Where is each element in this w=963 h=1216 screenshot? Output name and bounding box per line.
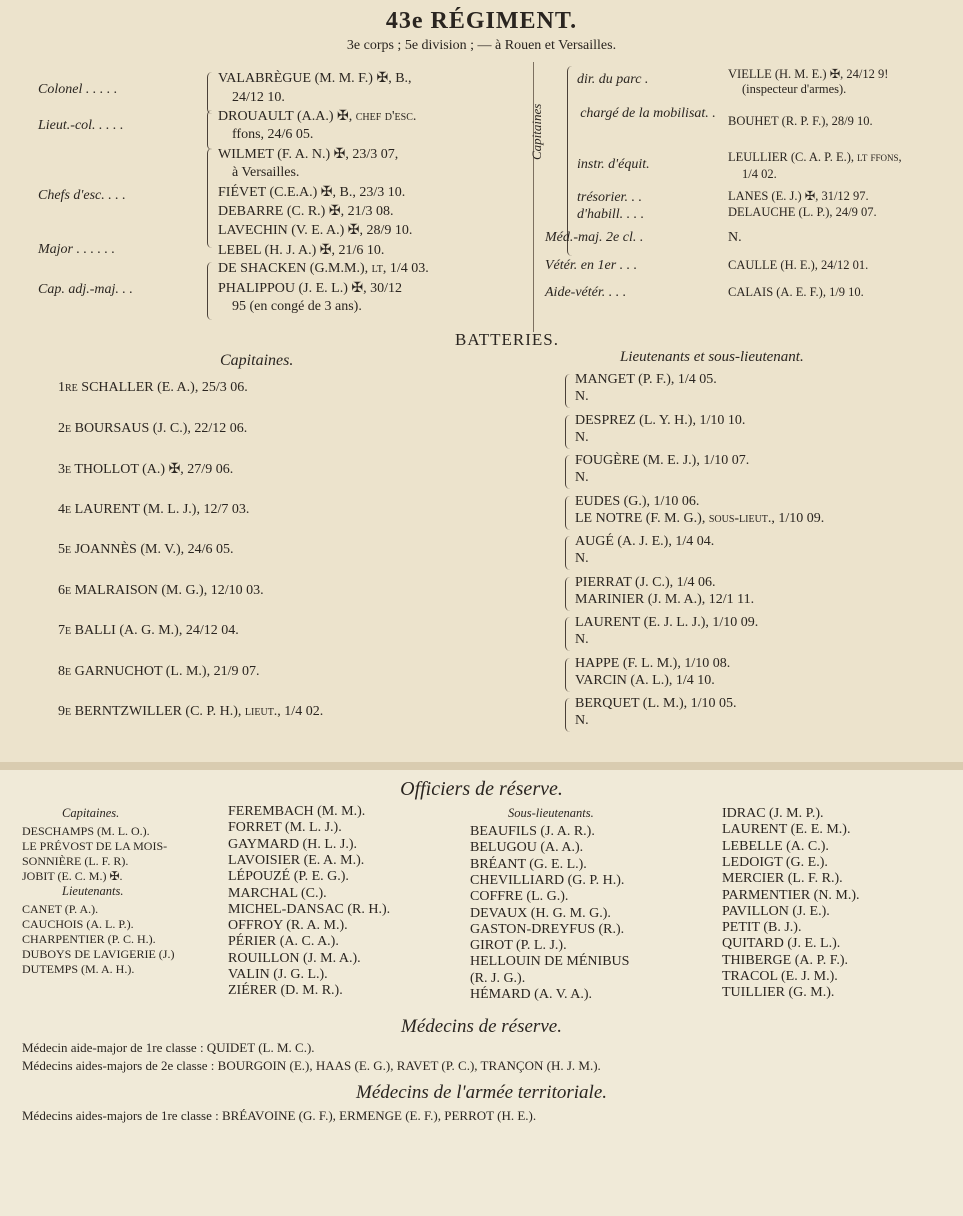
reserve-name: PETIT (B. J.). xyxy=(722,920,802,936)
staff-line: ffons, 24/6 05. xyxy=(232,127,314,142)
battery-lieutenant: N. xyxy=(575,632,589,647)
brace xyxy=(565,617,570,651)
battery-captain: 9e BERNTZWILLER (C. P. H.), lieut., 1/4 02. xyxy=(58,704,324,719)
reserve-name: IDRAC (J. M. P.). xyxy=(722,806,824,821)
battery-lieutenant: VARCIN (A. L.), 1/4 10. xyxy=(575,672,715,688)
reserve-name: CHARPENTIER (P. C. H.). xyxy=(22,932,156,946)
reserve-capitaines-title: Capitaines. xyxy=(62,806,120,820)
staff-line: CALAIS (A. E. F.), 1/9 10. xyxy=(728,285,864,299)
staff-line: BOUHET (R. P. F.), 28/9 10. xyxy=(728,114,873,128)
reserve-name: CHEVILLIARD (G. P. H.). xyxy=(470,872,625,888)
reserve-name: GASTON-DREYFUS (R.). xyxy=(470,921,625,937)
batteries-col-lieutenants: Lieutenants et sous-lieutenant. xyxy=(620,349,804,365)
reserve-name: CAUCHOIS (A. L. P.). xyxy=(22,917,134,931)
reserve-name: LÉPOUZÉ (P. E. G.). xyxy=(228,869,349,885)
reserve-name: PARMENTIER (N. M.). xyxy=(722,887,860,903)
reserve-name: BEAUFILS (J. A. R.). xyxy=(470,824,595,839)
reserve-name: SONNIÈRE (L. F. R). xyxy=(22,854,129,868)
battery-lieutenant: MARINIER (J. M. A.), 12/1 11. xyxy=(575,591,755,607)
medecins-reserve-heading: Médecins de réserve. xyxy=(401,1016,562,1037)
staff-role: dir. du parc . xyxy=(577,72,649,87)
battery-lieutenant: N. xyxy=(575,470,589,485)
reserve-name: DUTEMPS (M. A. H.). xyxy=(22,962,135,976)
reserve-name: BRÉANT (G. E. L.). xyxy=(470,856,587,872)
staff-role: instr. d'équit. xyxy=(577,157,650,172)
battery-captain: 1re SCHALLER (E. A.), 25/3 06. xyxy=(58,380,248,395)
medecins-reserve-line-1: Médecin aide-major de 1re classe : QUIDET (L. M. C.). xyxy=(22,1040,315,1055)
reserve-name: MERCIER (L. F. R.). xyxy=(722,871,843,887)
battery-lieutenant: FOUGÈRE (M. E. J.), 1/10 07. xyxy=(575,453,750,468)
reserve-name: HELLOUIN DE MÉNIBUS xyxy=(470,954,630,970)
reserve-name: DUBOYS DE LAVIGERIE (J.) xyxy=(22,947,175,961)
battery-captain: 8e GARNUCHOT (L. M.), 21/9 07. xyxy=(58,663,260,679)
reserve-name: GAYMARD (H. L. J.). xyxy=(228,836,357,852)
reserve-name: MICHEL-DANSAC (R. H.). xyxy=(228,901,391,917)
brace xyxy=(565,455,570,489)
brace xyxy=(207,148,212,248)
reserve-lieutenants-title: Lieutenants. xyxy=(62,884,124,898)
staff-line: LANES (E. J.) ✠, 31/12 97. xyxy=(728,189,869,203)
staff-line: PHALIPPOU (J. E. L.) ✠, 30/12 xyxy=(218,281,403,296)
battery-lieutenant: BERQUET (L. M.), 1/10 05. xyxy=(575,696,737,711)
staff-line: (inspecteur d'armes). xyxy=(742,82,847,96)
reserve-name: COFFRE (L. G.). xyxy=(470,889,569,905)
staff-line: CAULLE (H. E.), 24/12 01. xyxy=(728,258,869,272)
battery-lieutenant: N. xyxy=(575,389,589,404)
battery-lieutenant: N. xyxy=(575,551,589,566)
staff-role-chefs: Chefs d'esc. . . . xyxy=(38,188,126,203)
battery-lieutenant: N. xyxy=(575,429,589,445)
brace xyxy=(565,415,570,449)
brace xyxy=(207,72,212,114)
reserve-name: FORRET (M. L. J.). xyxy=(228,820,342,836)
page-divider xyxy=(0,762,963,770)
staff-role-major: Major . . . . . . xyxy=(38,242,115,257)
battery-captain: 7e BALLI (A. G. M.), 24/12 04. xyxy=(58,623,239,638)
column-rule xyxy=(533,62,534,332)
staff-line: DEBARRE (C. R.) ✠, 21/3 08. xyxy=(218,204,394,219)
battery-lieutenant: HAPPE (F. L. M.), 1/10 08. xyxy=(575,655,731,671)
reserve-name: VALIN (J. G. L.). xyxy=(228,967,328,982)
staff-line: LEULLIER (C. A. P. E.), lt ffons, xyxy=(728,150,902,164)
staff-line: LAVECHIN (V. E. A.) ✠, 28/9 10. xyxy=(218,223,413,238)
batteries-col-capitaines: Capitaines. xyxy=(220,352,294,369)
staff-line: FIÉVET (C.E.A.) ✠, B., 23/3 10. xyxy=(218,185,406,200)
reserve-name: LEBELLE (A. C.). xyxy=(722,838,829,854)
battery-captain: 3e THOLLOT (A.) ✠, 27/9 06. xyxy=(58,462,234,477)
battery-lieutenant: N. xyxy=(575,713,589,728)
medecins-territoriale-heading: Médecins de l'armée territoriale. xyxy=(356,1082,607,1103)
battery-lieutenant: MANGET (P. F.), 1/4 05. xyxy=(575,372,717,387)
battery-captain: 6e MALRAISON (M. G.), 12/10 03. xyxy=(58,582,264,598)
staff-role: trésorier. . . xyxy=(577,190,642,205)
reserve-name: DESCHAMPS (M. L. O.). xyxy=(22,824,150,838)
staff-role: chargé de la mobilisat. . xyxy=(580,106,716,121)
reserve-name: GIROT (P. L. J.). xyxy=(470,938,567,954)
reserve-name: HÉMARD (A. V. A.). xyxy=(470,987,592,1002)
battery-lieutenant: LAURENT (E. J. L. J.), 1/10 09. xyxy=(575,615,759,630)
staff-role: Vétér. en 1er . . . xyxy=(545,258,638,273)
staff-line: VALABRÈGUE (M. M. F.) ✠, B., xyxy=(218,71,412,86)
staff-line: 24/12 10. xyxy=(232,90,285,105)
staff-role-colonel: Colonel . . . . . xyxy=(38,82,118,97)
staff-line: 95 (en congé de 3 ans). xyxy=(232,299,362,314)
reserve-name: ROUILLON (J. M. A.). xyxy=(228,950,361,966)
battery-lieutenant: EUDES (G.), 1/10 06. xyxy=(575,493,700,509)
reserve-name: LAURENT (E. E. M.). xyxy=(722,822,851,838)
reserve-name: CANET (P. A.). xyxy=(22,902,99,916)
reserve-name: FEREMBACH (M. M.). xyxy=(228,804,366,819)
reserve-name: QUITARD (J. E. L.). xyxy=(722,936,841,952)
staff-line: LEBEL (H. J. A.) ✠, 21/6 10. xyxy=(218,243,385,258)
reserve-name: MARCHAL (C.). xyxy=(228,885,327,901)
brace xyxy=(567,66,572,256)
reserve-name: JOBIT (E. C. M.) ✠. xyxy=(22,869,123,883)
reserve-name: LE PRÉVOST DE LA MOIS- xyxy=(22,839,168,853)
reserve-name: TUILLIER (G. M.). xyxy=(722,985,835,1001)
reserve-heading: Officiers de réserve. xyxy=(400,778,563,800)
reserve-name: LAVOISIER (E. A. M.). xyxy=(228,852,365,868)
batteries-heading: BATTERIES. xyxy=(455,330,559,349)
reserve-name: OFFROY (R. A. M.). xyxy=(228,918,348,934)
battery-captain: 5e JOANNÈS (M. V.), 24/6 05. xyxy=(58,542,234,557)
capitaines-vertical-label: Capitaines xyxy=(529,103,544,160)
reserve-name: BELUGOU (A. A.). xyxy=(470,840,584,856)
reserve-name: DEVAUX (H. G. M. G.). xyxy=(470,905,611,921)
reserve-sous-lieutenants-title: Sous-lieutenants. xyxy=(508,806,594,820)
reserve-name: THIBERGE (A. P. F.). xyxy=(722,952,849,968)
battery-lieutenant: AUGÉ (A. J. E.), 1/4 04. xyxy=(575,534,715,549)
battery-captain: 2e BOURSAUS (J. C.), 22/12 06. xyxy=(58,420,248,436)
medecins-reserve-line-2: Médecins aides-majors de 2e classe : BOURGOIN (E.), HAAS (E. G.), RAVET (P. C.), TRANÇON (H. J. M.). xyxy=(22,1058,601,1073)
battery-lieutenant: LE NOTRE (F. M. G.), sous-lieut., 1/10 09. xyxy=(575,510,825,526)
reserve-name: TRACOL (E. J. M.). xyxy=(722,969,838,984)
brace xyxy=(565,577,570,611)
brace xyxy=(207,262,212,320)
medecins-territoriale-line-1: Médecins aides-majors de 1re classe : BRÉAVOINE (G. F.), ERMENGE (E. F.), PERROT (H. E.). xyxy=(22,1108,537,1123)
regiment-title: 43e RÉGIMENT. xyxy=(385,8,578,34)
brace xyxy=(207,110,212,150)
reserve-name: ZIÉRER (D. M. R.). xyxy=(228,983,343,999)
staff-line: N. xyxy=(728,230,742,245)
staff-line: DELAUCHE (L. P.), 24/9 07. xyxy=(728,205,877,219)
reserve-name: LEDOIGT (G. E.). xyxy=(722,854,828,870)
staff-line: à Versailles. xyxy=(232,165,300,180)
staff-line: WILMET (F. A. N.) ✠, 23/3 07, xyxy=(218,147,399,162)
brace xyxy=(565,536,570,570)
staff-role-cap-adj: Cap. adj.-maj. . . xyxy=(38,282,133,297)
staff-line: VIELLE (H. M. E.) ✠, 24/12 9! xyxy=(728,67,889,81)
battery-lieutenant: DESPREZ (L. Y. H.), 1/10 10. xyxy=(575,412,746,428)
staff-role: Méd.-maj. 2e cl. . xyxy=(545,230,644,245)
brace xyxy=(565,698,570,732)
reserve-name: PAVILLON (J. E.). xyxy=(722,903,830,919)
brace xyxy=(565,374,570,408)
brace xyxy=(565,496,570,530)
battery-captain: 4e LAURENT (M. L. J.), 12/7 03. xyxy=(58,501,250,517)
staff-line: DROUAULT (A.A.) ✠, chef d'esc. xyxy=(218,109,417,124)
reserve-name: (R. J. G.). xyxy=(470,970,526,986)
brace xyxy=(565,658,570,692)
staff-role: Aide-vétér. . . . xyxy=(545,285,627,300)
battery-lieutenant: PIERRAT (J. C.), 1/4 06. xyxy=(575,574,716,590)
reserve-name: PÉRIER (A. C. A.). xyxy=(228,934,339,950)
staff-role-lieut-col: Lieut.-col. . . . . xyxy=(38,118,124,133)
staff-line: DE SHACKEN (G.M.M.), lt, 1/4 03. xyxy=(218,261,429,276)
regiment-subtitle: 3e corps ; 5e division ; — à Rouen et Versailles. xyxy=(346,38,617,53)
staff-line: 1/4 02. xyxy=(742,167,777,181)
staff-role: d'habill. . . . xyxy=(577,207,645,222)
